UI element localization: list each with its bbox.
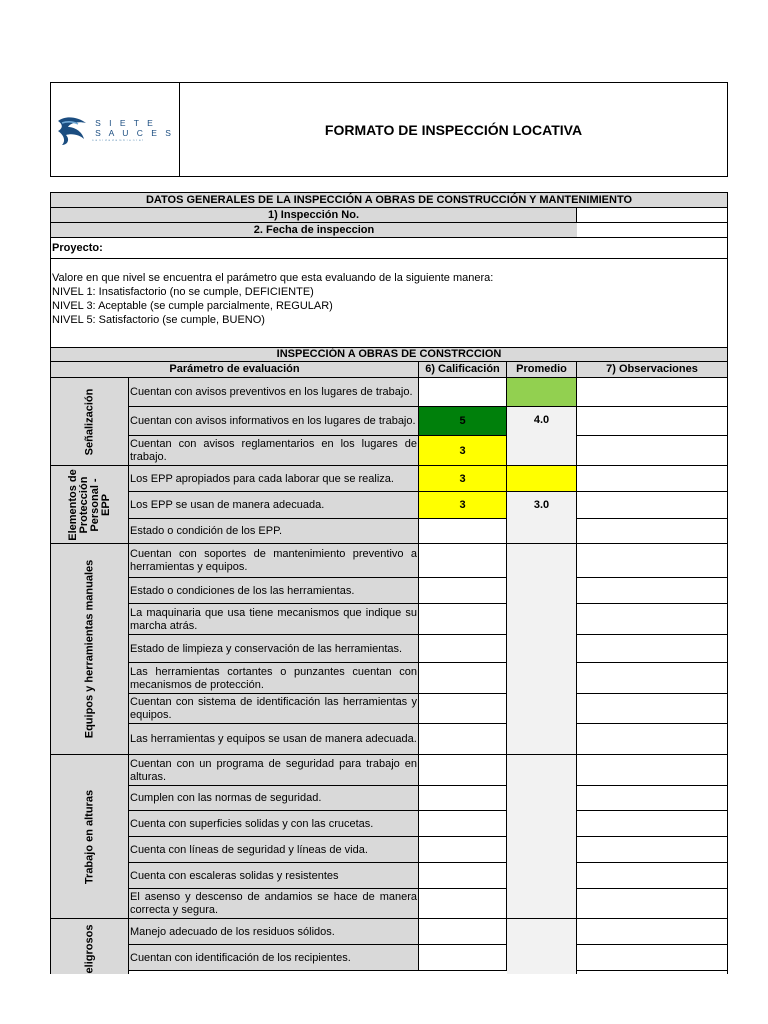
param-row: Manejo adecuado de los residuos sólidos.	[129, 919, 419, 945]
rating-cell[interactable]	[419, 945, 507, 971]
project-field[interactable]: Proyecto:	[51, 238, 727, 259]
logo-cell	[51, 83, 180, 176]
rating-cell[interactable]: 3	[419, 492, 507, 519]
inspection-number-field[interactable]	[577, 208, 727, 222]
observation-cell[interactable]	[577, 544, 727, 578]
average-value: 4.0	[533, 414, 550, 426]
observation-cell[interactable]	[577, 635, 727, 663]
rating-cell[interactable]: 5	[419, 407, 507, 436]
logo-swoosh-icon	[56, 113, 92, 147]
col-calif-header: 6) Calificación	[419, 362, 507, 377]
observation-cell[interactable]	[577, 578, 727, 604]
rating-cell[interactable]	[419, 578, 507, 604]
param-row: El asenso y descenso de andamios se hace de manera correcta y segura.	[129, 889, 419, 919]
observation-cell[interactable]	[577, 863, 727, 889]
section-label-alturas	[51, 755, 129, 919]
param-row: Estado o condiciones de los las herramientas.	[129, 578, 419, 604]
rating-cell[interactable]	[419, 663, 507, 694]
col-obs-header: 7) Observaciones	[577, 362, 727, 377]
observation-cell[interactable]	[577, 436, 727, 466]
average-cell	[507, 378, 577, 466]
average-cell	[507, 466, 577, 544]
general-data-title: DATOS GENERALES DE LA INSPECCIÓN A OBRAS DE CONSTRUCCIÓN Y MANTENIMIENTO	[51, 193, 727, 208]
average-cell	[507, 755, 577, 919]
form-header	[50, 82, 728, 177]
rating-cell[interactable]	[419, 519, 507, 544]
company-logo	[56, 113, 174, 147]
param-row: La maquinaria que usa tiene mecanismos que indique su marcha atrás.	[129, 604, 419, 635]
observation-cell[interactable]	[577, 466, 727, 492]
inspection-date-field[interactable]	[577, 223, 727, 237]
column-header-row	[51, 362, 727, 378]
param-row: Las herramientas cortantes o punzantes cuentan con mecanismos de protección.	[129, 663, 419, 694]
observation-cell[interactable]	[577, 378, 727, 407]
form-title: FORMATO DE INSPECCIÓN LOCATIVA	[324, 121, 583, 138]
rating-cell[interactable]	[419, 378, 507, 407]
param-row: Estado de limpieza y conservación de las herramientas.	[129, 635, 419, 663]
rating-cell[interactable]	[419, 889, 507, 919]
param-row: Cumplen con las normas de seguridad.	[129, 786, 419, 811]
param-row: Cuentan con identificación de los recipientes.	[129, 945, 419, 971]
rating-cell[interactable]	[419, 635, 507, 663]
rating-cell[interactable]	[419, 919, 507, 945]
average-value: 3.0	[533, 499, 550, 511]
param-row: Cuenta con superficies solidas y con las crucetas.	[129, 811, 419, 837]
section-label-peligrosos	[51, 919, 129, 974]
inspection-number-row	[51, 208, 727, 223]
rating-cell[interactable]	[419, 811, 507, 837]
param-row: Cuentan con un programa de seguridad para trabajo en alturas.	[129, 755, 419, 786]
rating-cell[interactable]	[419, 755, 507, 786]
section-label-text: Equipos y herramientas manuales	[83, 559, 95, 739]
level-3-text: NIVEL 3: Aceptable (se cumple parcialmente, REGULAR)	[52, 300, 333, 312]
param-row: Cuentan con avisos preventivos en los lugares de trabajo.	[129, 378, 419, 407]
param-row: Cuentan con sistema de identificación las herramientas y equipos.	[129, 694, 419, 724]
param-row: Cuentan con avisos reglamentarios en los lugares de trabajo.	[129, 436, 419, 466]
rating-cell[interactable]: 3	[419, 436, 507, 466]
level-1-text: NIVEL 1: Insatisfactorio (no se cumple, DEFICIENTE)	[52, 286, 314, 298]
observation-cell[interactable]	[577, 724, 727, 755]
param-row: Cuentan con avisos informativos en los lugares de trabajo.	[129, 407, 419, 436]
rating-cell[interactable]	[419, 786, 507, 811]
observation-cell[interactable]	[577, 604, 727, 635]
observation-cell[interactable]	[577, 889, 727, 919]
rating-cell[interactable]	[419, 604, 507, 635]
section-label-text: Señalización	[83, 388, 95, 455]
rating-cell[interactable]	[419, 837, 507, 863]
rating-cell[interactable]	[419, 694, 507, 724]
col-prom-header: Promedio	[507, 362, 577, 377]
instructions-intro: Valore en que nivel se encuentra el parámetro que esta evaluando de la siguiente manera:	[52, 272, 494, 284]
observation-cell[interactable]	[577, 786, 727, 811]
param-row: Cuenta con líneas de seguridad y líneas de vida.	[129, 837, 419, 863]
inspection-date-label: 2. Fecha de inspeccion	[51, 223, 577, 237]
observation-cell[interactable]	[577, 407, 727, 436]
observation-cell[interactable]	[577, 492, 727, 519]
section-label-senalizacion	[51, 378, 129, 466]
observation-cell[interactable]	[577, 811, 727, 837]
section-label-text: eligrosos	[83, 924, 95, 974]
logo-subline: s a n i d a d a m b i e n t a l	[92, 137, 144, 142]
rating-cell[interactable]	[419, 863, 507, 889]
logo-line-2: S A U C E S	[95, 127, 174, 138]
inspection-number-label: 1) Inspección No.	[51, 208, 577, 222]
average-cell	[507, 919, 577, 974]
param-row: Cuenta con escaleras solidas y resistentes	[129, 863, 419, 889]
section-label-epp	[51, 466, 129, 544]
observation-cell[interactable]	[577, 663, 727, 694]
observation-cell[interactable]	[577, 755, 727, 786]
observation-cell[interactable]	[577, 945, 727, 971]
inspection-sheet	[50, 192, 728, 974]
section-label-text: Trabajo en alturas	[83, 789, 95, 884]
inspection-title: INSPECCIÓN A OBRAS DE CONSTRCCION	[51, 348, 727, 362]
observation-cell[interactable]	[577, 519, 727, 544]
logo-line-1: S I E T E	[95, 117, 156, 128]
param-row: Los EPP apropiados para cada laborar que se realiza.	[129, 466, 419, 492]
param-row: Estado o condición de los EPP.	[129, 519, 419, 544]
average-cell	[507, 544, 577, 755]
level-5-text: NIVEL 5: Satisfactorio (se cumple, BUENO)	[52, 314, 265, 326]
average-indicator	[507, 466, 576, 492]
observation-cell[interactable]	[577, 694, 727, 724]
section-label-text: Elementos de Protección Personal - EPP	[66, 468, 112, 541]
inspection-date-row	[51, 223, 727, 238]
observation-cell[interactable]	[577, 837, 727, 863]
rating-cell[interactable]	[419, 724, 507, 755]
observation-cell[interactable]	[577, 919, 727, 945]
col-param-header: Parámetro de evaluación	[51, 362, 419, 377]
average-indicator	[507, 378, 576, 407]
param-row: Los EPP se usan de manera adecuada.	[129, 492, 419, 519]
param-row: Las herramientas y equipos se usan de manera adecuada.	[129, 724, 419, 755]
instructions-block	[51, 259, 727, 348]
param-row: Cuentan con soportes de mantenimiento preventivo a herramientas y equipos.	[129, 544, 419, 578]
rating-cell[interactable]: 3	[419, 466, 507, 492]
section-label-equipos	[51, 544, 129, 755]
rating-cell[interactable]	[419, 544, 507, 578]
